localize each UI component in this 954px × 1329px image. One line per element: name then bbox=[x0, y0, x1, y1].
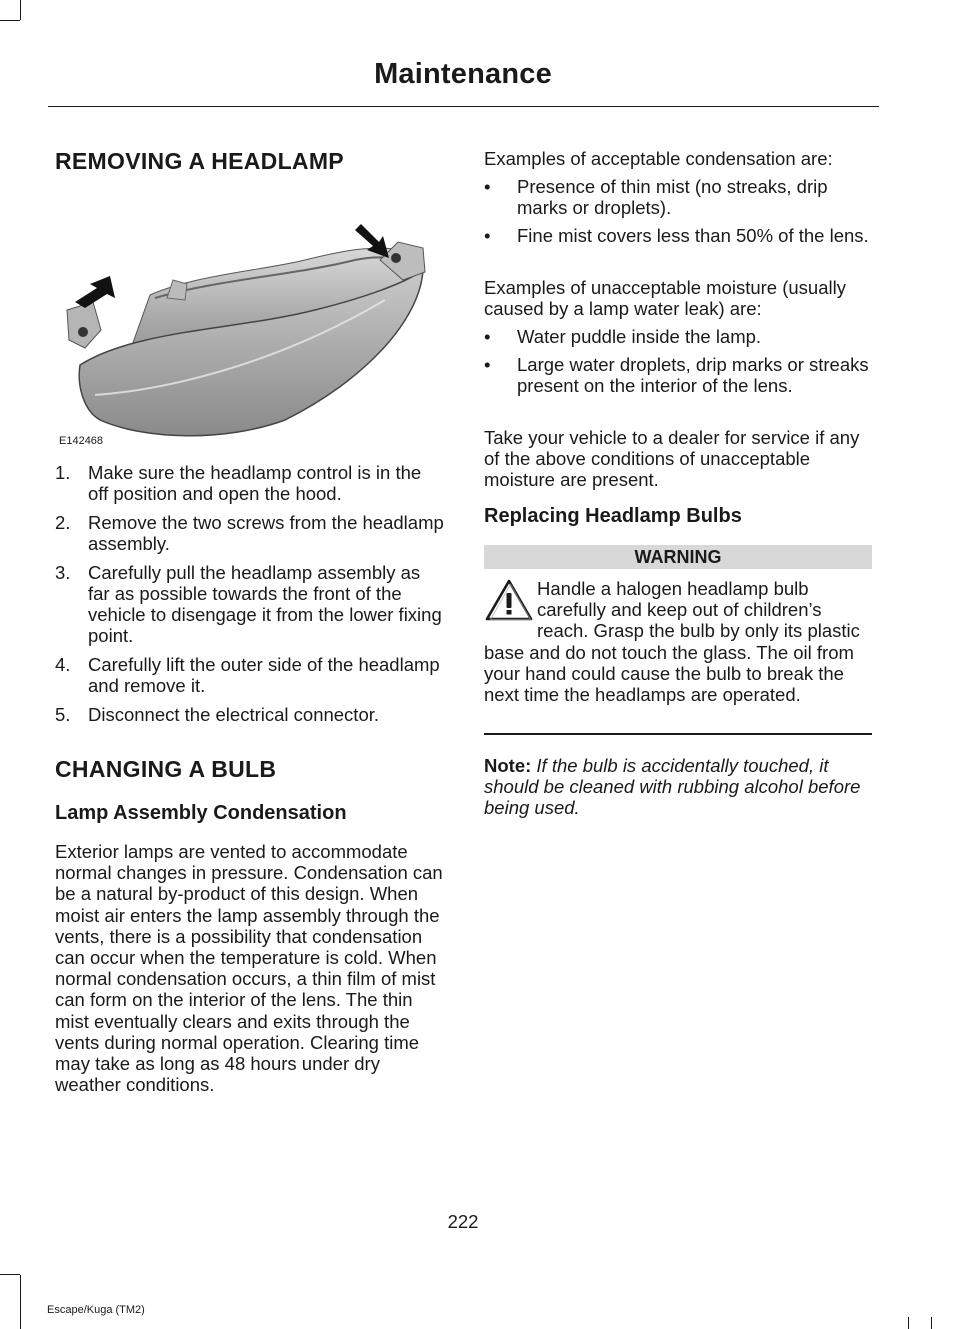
dealer-paragraph: Take your vehicle to a dealer for service if any of the above conditions of unacceptable moisture are present. bbox=[484, 427, 860, 491]
step-text: Carefully lift the outer side of the headlamp and remove it. bbox=[88, 653, 440, 696]
bullet-text: Fine mist covers less than 50% of the lens. bbox=[517, 225, 869, 247]
step-text: Disconnect the electrical connector. bbox=[88, 703, 380, 725]
crop-mark bbox=[931, 1317, 932, 1329]
crop-mark bbox=[0, 1274, 20, 1275]
warning-text: Handle a halogen headlamp bulb carefully and keep out of children’s reach. Grasp the bulb by only its plastic base and do not touch the glass. The oil from your hand could cause the bulb to break the next time the headlamps are operated. bbox=[484, 578, 860, 706]
unacceptable-list bbox=[484, 326, 874, 404]
warning-rule bbox=[484, 733, 872, 735]
list-item bbox=[484, 354, 874, 396]
list-item bbox=[55, 654, 445, 696]
note-text: If the bulb is accidentally touched, it should be cleaned with rubbing alcohol before being used. bbox=[484, 755, 861, 819]
step-number: 2. bbox=[55, 511, 71, 533]
acceptable-intro: Examples of acceptable condensation are: bbox=[484, 148, 833, 169]
note-block bbox=[484, 755, 874, 819]
subheading-replacing-bulbs: Replacing Headlamp Bulbs bbox=[484, 505, 742, 527]
condensation-paragraph: Exterior lamps are vented to accommodate normal changes in pressure. Condensation can be a natural by-product of this design. When moist air enters the lamp assembly through the vents, there is a possibility that condensation can occur when the temperature is cold. When normal condensation occurs, a thin film of mist can form on the interior of the lens. The thin mist eventually clears and exits through the vents during normal operation. Clearing time may take as long as 48 hours under dry weather conditions. bbox=[55, 841, 443, 1096]
bullet: • bbox=[484, 326, 491, 347]
step-number: 1. bbox=[55, 462, 71, 483]
warning-icon-spacer bbox=[484, 578, 537, 640]
list-item bbox=[484, 176, 874, 218]
unacceptable-intro: Examples of unacceptable moisture (usually caused by a lamp water leak) are: bbox=[484, 277, 846, 320]
headlamp-figure bbox=[55, 180, 445, 455]
step-text: Remove the two screws from the headlamp assembly. bbox=[88, 511, 444, 554]
warning-text-block bbox=[484, 578, 874, 705]
bullet-text: Large water droplets, drip marks or streaks present on the interior of the lens. bbox=[517, 354, 869, 397]
subheading-condensation: Lamp Assembly Condensation bbox=[55, 802, 347, 824]
warning-label: WARNING bbox=[484, 545, 872, 569]
bullet-text: Water puddle inside the lamp. bbox=[517, 326, 762, 347]
bullet: • bbox=[484, 225, 491, 247]
removal-steps bbox=[55, 462, 445, 732]
acceptable-list bbox=[484, 176, 874, 254]
list-item bbox=[484, 225, 874, 246]
list-item bbox=[55, 512, 445, 554]
crop-mark bbox=[908, 1317, 909, 1329]
crop-mark bbox=[20, 0, 21, 20]
page-number: 222 bbox=[447, 1211, 479, 1232]
page-header-title: Maintenance bbox=[374, 58, 552, 90]
bullet-text: Presence of thin mist (no streaks, drip marks or droplets). bbox=[517, 176, 828, 219]
list-item bbox=[55, 462, 445, 504]
step-text: Carefully pull the headlamp assembly as far as possible towards the front of the vehicle to disengage it from the lower fixing point. bbox=[88, 561, 442, 647]
step-text: Make sure the headlamp control is in the off position and open the hood. bbox=[88, 462, 422, 505]
section-heading-changing-bulb: CHANGING A BULB bbox=[55, 756, 277, 782]
crop-mark bbox=[0, 20, 20, 21]
step-number: 3. bbox=[55, 561, 71, 583]
step-number: 5. bbox=[55, 703, 71, 725]
list-item bbox=[55, 704, 445, 725]
headlamp-illustration bbox=[55, 180, 445, 442]
step-number: 4. bbox=[55, 653, 71, 675]
footer-model: Escape/Kuga (TM2) bbox=[47, 1304, 145, 1316]
header-rule bbox=[48, 106, 879, 107]
bullet: • bbox=[484, 354, 491, 376]
list-item bbox=[55, 562, 445, 647]
note-label: Note: bbox=[484, 755, 532, 776]
list-item bbox=[484, 326, 874, 347]
bullet: • bbox=[484, 176, 491, 197]
figure-code: E142468 bbox=[59, 435, 104, 447]
crop-mark bbox=[20, 1275, 21, 1329]
section-heading-removing-headlamp: REMOVING A HEADLAMP bbox=[55, 148, 344, 174]
